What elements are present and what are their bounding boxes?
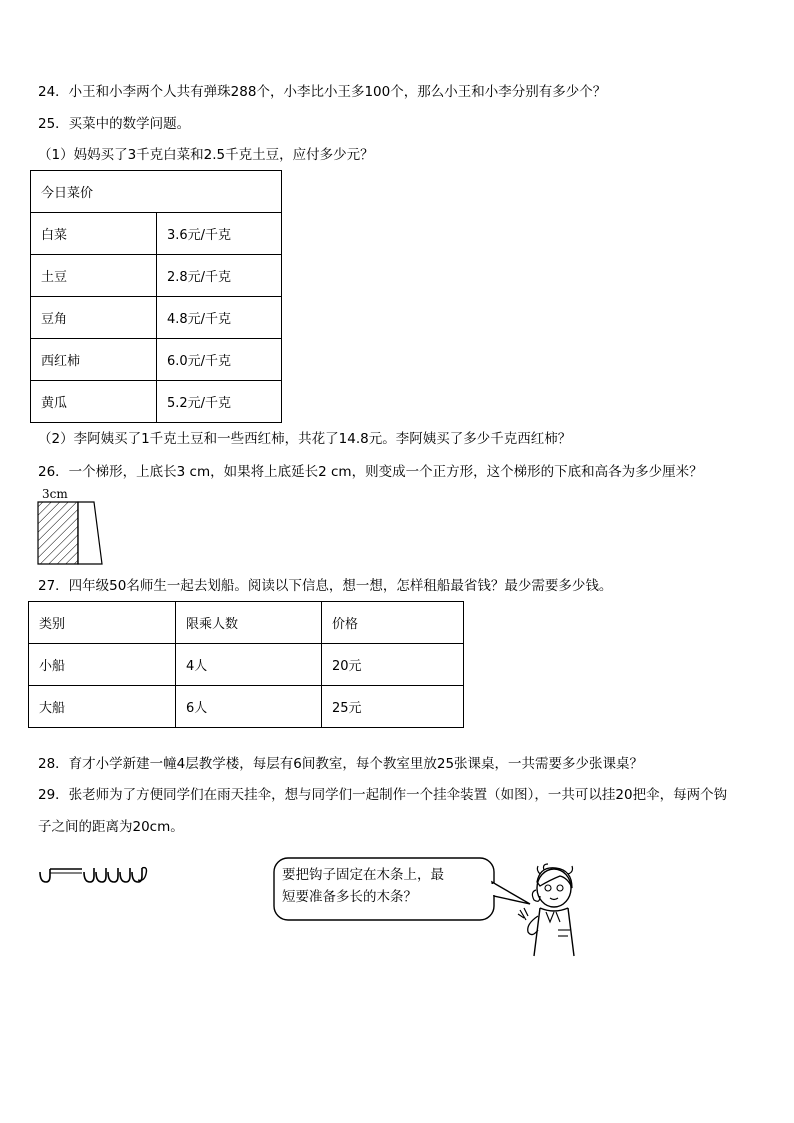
question-25-part-2: （2）李阿姨买了1千克土豆和一些西红柿，共花了14.8元。李阿姨买了多少千克西红柿？: [38, 431, 572, 447]
table-header-price: 价格: [322, 602, 464, 644]
boat-price: 20元: [322, 644, 464, 686]
speech-line-1: 要把钩子固定在木条上，最: [282, 867, 444, 883]
vegetable-price: 3.6元/千克: [157, 213, 282, 255]
speech-line-2: 短要准备多长的木条？: [282, 889, 417, 905]
trapezoid-top-label: 3cm: [42, 487, 68, 501]
question-27: 27．四年级50名师生一起去划船。阅读以下信息，想一想，怎样租船最省钱？最少需要多少钱。: [38, 578, 613, 594]
boat-type: 大船: [29, 686, 176, 728]
question-25-part-1: （1）妈妈买了3千克白菜和2.5千克土豆，应付多少元？: [38, 147, 374, 163]
table-row: [31, 297, 282, 339]
vegetable-name: 西红柿: [31, 339, 157, 381]
vegetable-name: 白菜: [31, 213, 157, 255]
boat-capacity: 4人: [176, 644, 322, 686]
teacher-illustration: [510, 860, 590, 960]
question-24: 24．小王和小李两个人共有弹珠288个，小李比小王多100个，那么小王和小李分别有多少个？: [38, 84, 607, 100]
table-row: [31, 381, 282, 423]
question-25-title: 25．买菜中的数学问题。: [38, 116, 191, 132]
boat-price: 25元: [322, 686, 464, 728]
vegetable-price: 6.0元/千克: [157, 339, 282, 381]
table-row: [29, 644, 464, 686]
hook-strip-figure: [36, 862, 156, 888]
table-row: [29, 602, 464, 644]
vegetable-price: 4.8元/千克: [157, 297, 282, 339]
vegetable-name: 土豆: [31, 255, 157, 297]
question-29-line-1: 29．张老师为了方便同学们在雨天挂伞，想与同学们一起制作一个挂伞装置（如图），一共可以挂20把伞，每两个钩: [38, 787, 728, 803]
table-row: [31, 339, 282, 381]
vegetable-name: 豆角: [31, 297, 157, 339]
table-header-type: 类别: [29, 602, 176, 644]
question-29-line-2: 子之间的距离为20cm。: [38, 819, 184, 835]
table-row: [31, 255, 282, 297]
boat-type: 小船: [29, 644, 176, 686]
price-table-header: 今日菜价: [31, 171, 282, 213]
vegetable-name: 黄瓜: [31, 381, 157, 423]
table-row: [31, 213, 282, 255]
table-header-capacity: 限乘人数: [176, 602, 322, 644]
trapezoid-figure: [36, 500, 108, 568]
boat-rental-table: [28, 601, 464, 728]
boat-capacity: 6人: [176, 686, 322, 728]
vegetable-price: 5.2元/千克: [157, 381, 282, 423]
question-28: 28．育才小学新建一幢4层教学楼，每层有6间教室，每个教室里放25张课桌，一共需要多少张课桌？: [38, 756, 644, 772]
vegetable-price: 2.8元/千克: [157, 255, 282, 297]
table-row: [29, 686, 464, 728]
question-26: 26．一个梯形，上底长3 cm，如果将上底延长2 cm，则变成一个正方形，这个梯形的下底和高各为多少厘米？: [38, 464, 703, 480]
vegetable-price-table: [30, 170, 282, 423]
